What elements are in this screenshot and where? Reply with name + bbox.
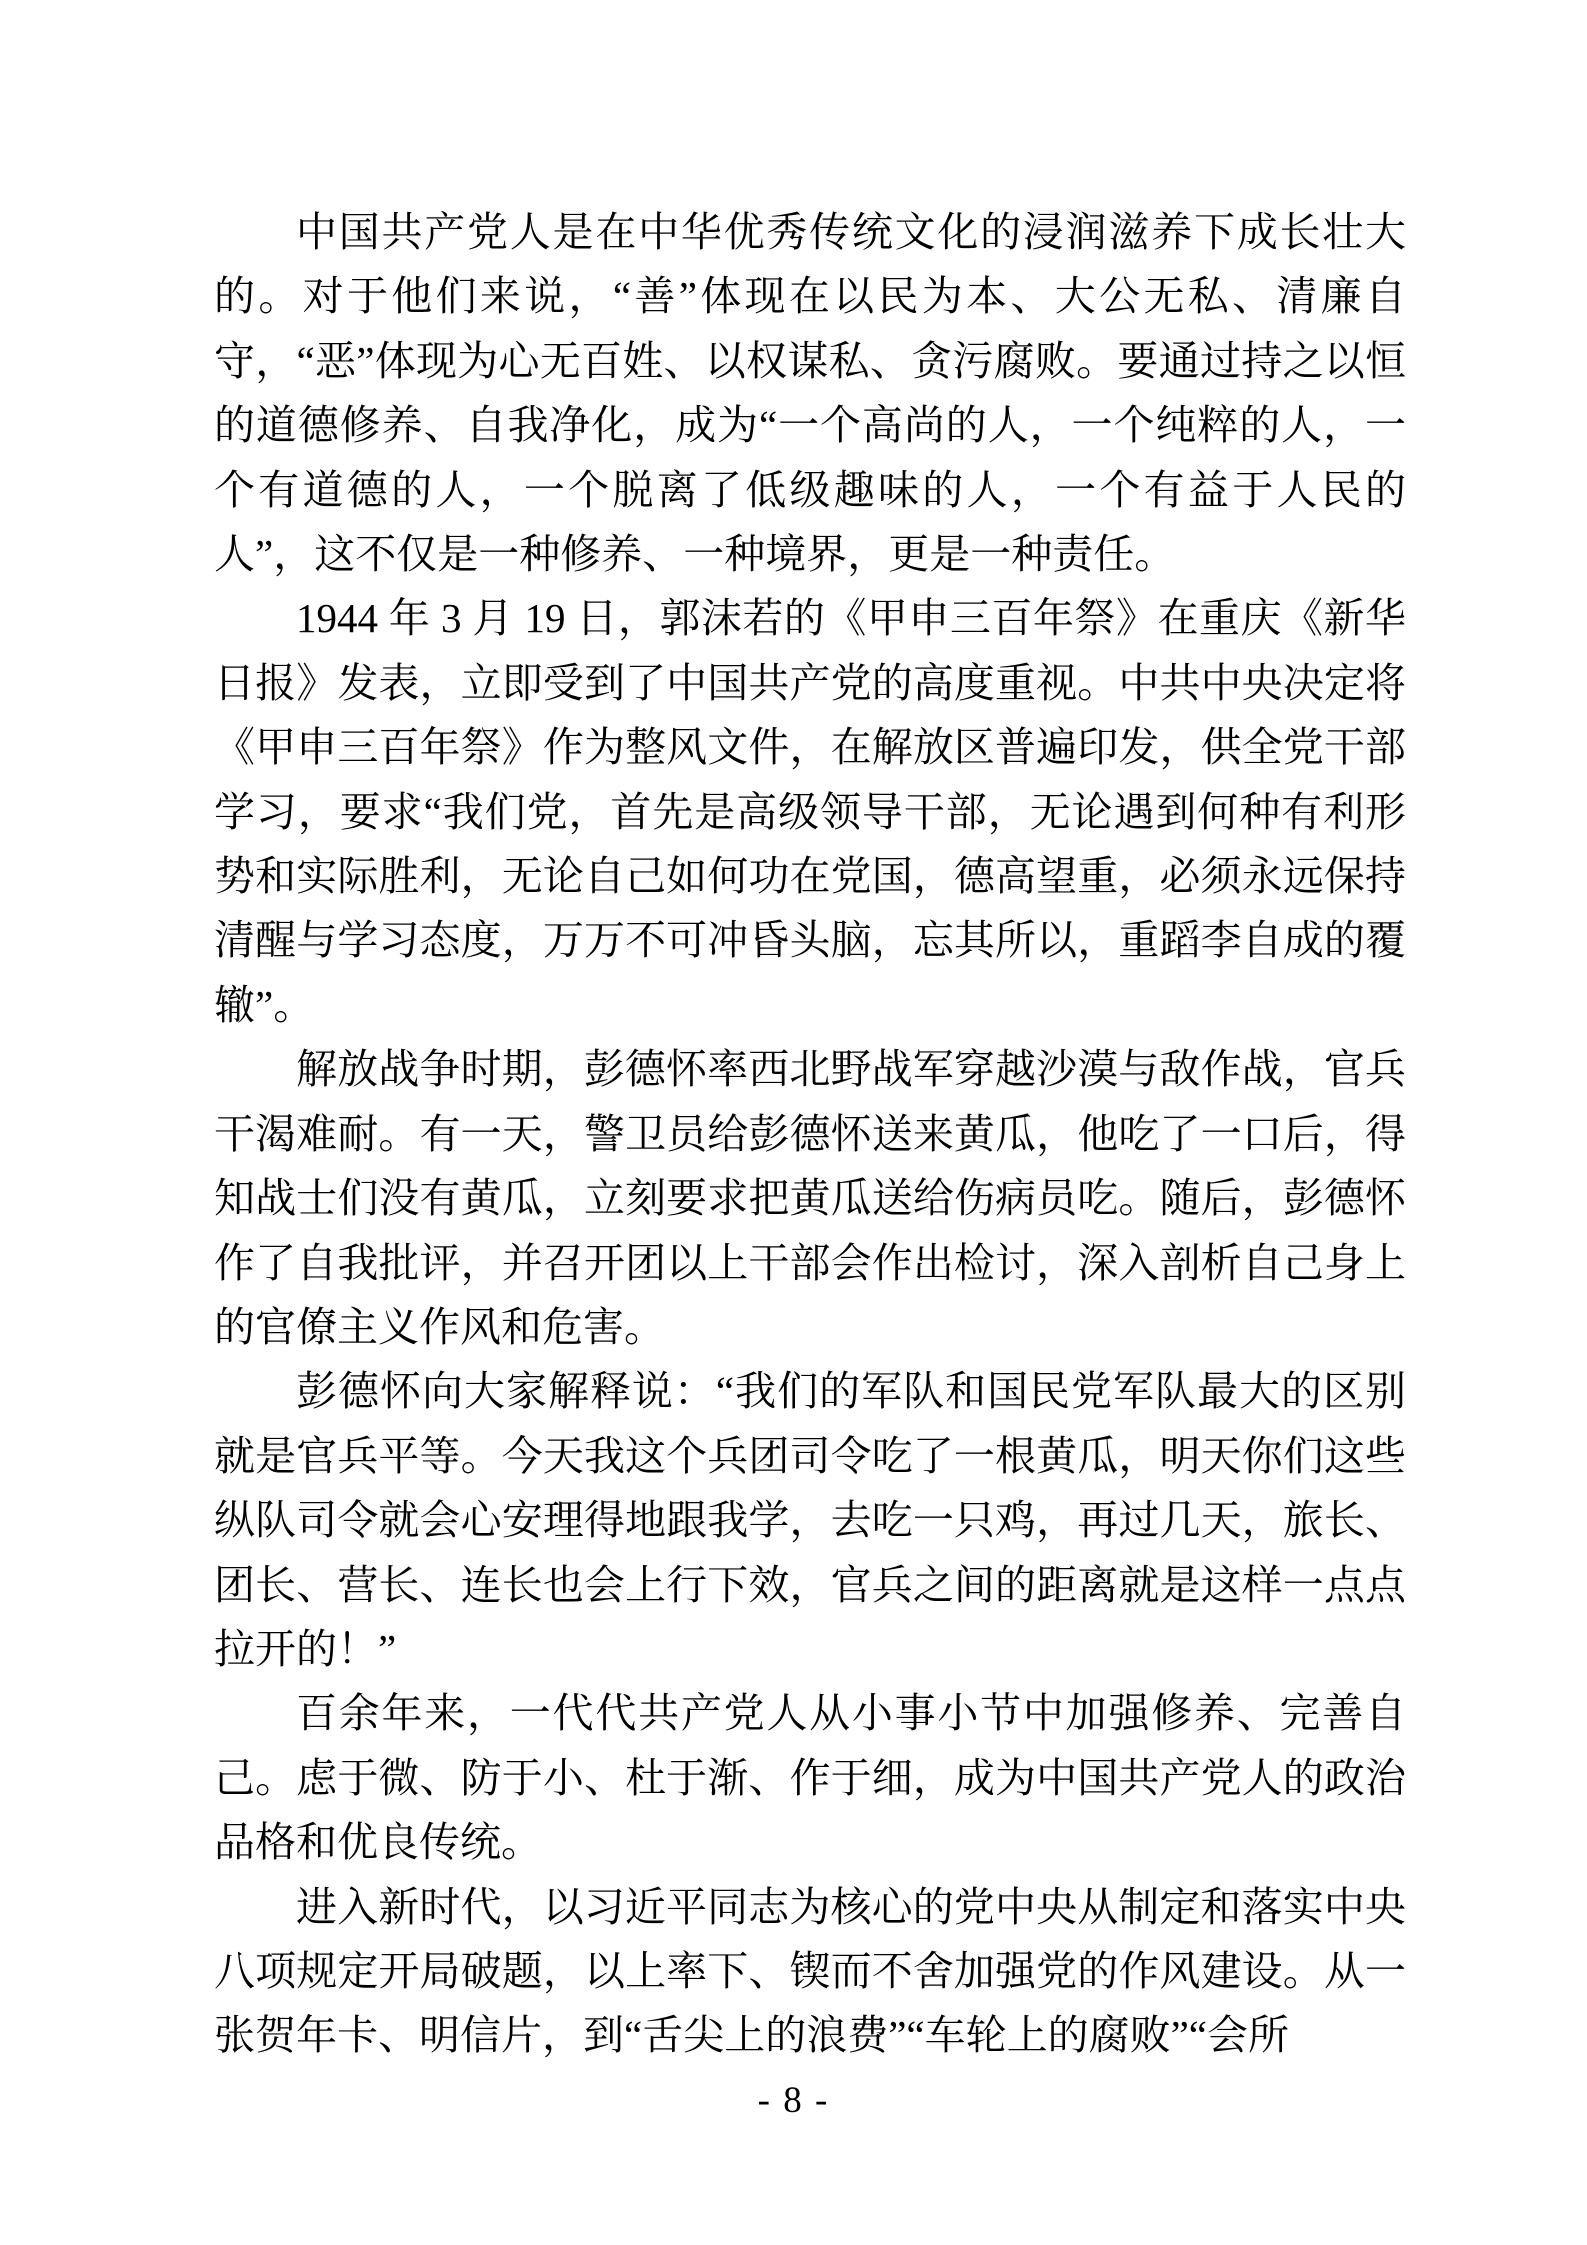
paragraph-1: 中国共产党人是在中华优秀传统文化的浸润滋养下成长壮大的。对于他们来说，“善”体现在以民为本、大公无私、清廉自守，“恶”体现为心无百姓、以权谋私、贪污腐败。要通过持之以恒的道德修养、自我净化，成为“一个高尚的人，一个纯粹的人，一个有道德的人，一个脱离了低级趣味的人，一个有益于人民的人”，这不仅是一种修养、一种境界，更是一种责任。	[214, 209, 1406, 578]
paragraph-3: 解放战争时期，彭德怀率西北野战军穿越沙漠与敌作战，官兵干渴难耐。有一天，警卫员给彭德怀送来黄瓜，他吃了一口后，得知战士们没有黄瓜，立刻要求把黄瓜送给伤病员吃。随后，彭德怀作了自我批评，并召开团以上干部会作出检讨，深入剖析自己身上的官僚主义作风和危害。	[214, 1046, 1406, 1350]
page-number: - 8 -	[757, 2080, 830, 2121]
paragraph-6: 进入新时代，以习近平同志为核心的党中央从制定和落实中央八项规定开局破题，以上率下、锲而不舍加强党的作风建设。从一张贺年卡、明信片，到“舌尖上的浪费”“车轮上的腐败”“会所	[214, 1883, 1406, 2059]
paragraph-4: 彭德怀向大家解释说：“我们的军队和国民党军队最大的区别就是官兵平等。今天我这个兵团司令吃了一根黄瓜，明天你们这些纵队司令就会心安理得地跟我学，去吃一只鸡，再过几天，旅长、团长、营长、连长也会上行下效，官兵之间的距离就是这样一点点拉开的！”	[214, 1368, 1406, 1672]
paragraph-2: 1944 年 3 月 19 日，郭沫若的《甲申三百年祭》在重庆《新华日报》发表，立即受到了中国共产党的高度重视。中共中央决定将《甲申三百年祭》作为整风文件，在解放区普遍印发，供全党干部学习，要求“我们党，首先是高级领导干部，无论遇到何种有利形势和实际胜利，无论自己如何功在党国，德高望重，必须永远保持清醒与学习态度，万万不可冲昏头脑，忘其所以，重蹈李自成的覆辙”。	[214, 595, 1406, 1028]
document-body-text	[214, 200, 1406, 2068]
paragraph-5: 百余年来，一代代共产党人从小事小节中加强修养、完善自己。虑于微、防于小、杜于渐、作于细，成为中国共产党人的政治品格和优良传统。	[214, 1690, 1406, 1866]
